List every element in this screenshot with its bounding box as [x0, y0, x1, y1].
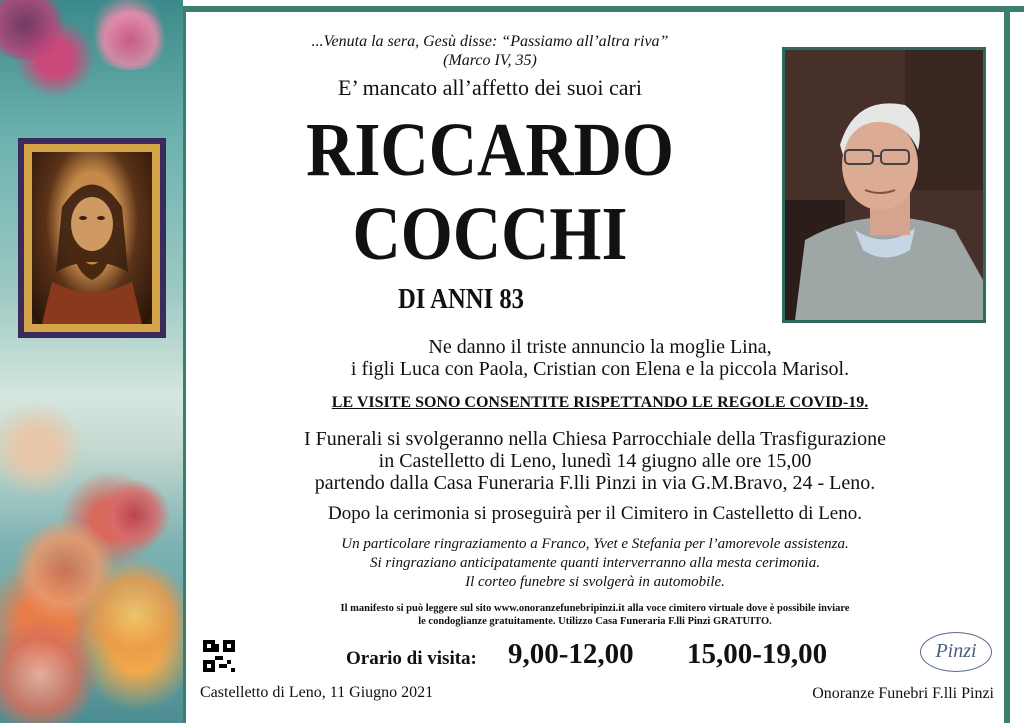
website-note-line-2: le condoglianze gratuitamente. Utilizzo Casa Funeraria F.lli Pinzi GRATUITO. [418, 616, 772, 627]
deceased-photo [785, 50, 983, 320]
funeral-line-3: partendo dalla Casa Funeraria F.lli Pinzi in via G.M.Bravo, 24 - Leno. [314, 472, 876, 494]
place-date: Castelletto di Leno, 11 Giugno 2021 [200, 684, 434, 701]
announcement [220, 336, 980, 380]
frame-top-line [183, 6, 1024, 12]
covid-notice: LE VISITE SONO CONSENTITE RISPETTANDO LE REGOLE COVID-19. [331, 394, 869, 411]
frame-right-line [1004, 6, 1010, 723]
visiting-hours-afternoon: 15,00-19,00 [687, 638, 828, 670]
qr-code[interactable] [203, 640, 235, 672]
bible-quote [220, 32, 760, 70]
frame-left-line [183, 6, 186, 723]
agency-name: Onoranze Funebri F.lli Pinzi [812, 685, 994, 702]
funeral-details [200, 428, 990, 494]
agency-logo [920, 632, 992, 672]
announcement-line-2: i figli Luca con Paola, Cristian con Elena e la piccola Marisol. [350, 358, 850, 380]
decorative-floral-border [0, 0, 183, 723]
deceased-first-name: RICCARDO [306, 108, 674, 192]
agency-logo-text: Pinzi [935, 640, 977, 662]
thanks-line-1: Un particolare ringraziamento a Franco, Yvet e Stefania per l’amorevole assistenza. [341, 536, 849, 552]
thanks-line-3: Il corteo funebre si svolgerà in automobile. [465, 574, 725, 590]
bible-quote-text: ...Venuta la sera, Gesù disse: “Passiamo all’altra riva” [311, 33, 669, 50]
website-note [200, 602, 990, 628]
intro-text: E’ mancato all’affetto dei suoi cari [338, 75, 642, 100]
bible-quote-reference: (Marco IV, 35) [443, 52, 537, 69]
thanks [200, 535, 990, 592]
deceased-age: DI ANNI 83 [398, 284, 524, 315]
funeral-line-1: I Funerali si svolgeranno nella Chiesa Parrocchiale della Trasfigurazione [303, 428, 887, 450]
announcement-line-1: Ne danno il triste annuncio la moglie Lina, [428, 336, 772, 358]
cemetery-note: Dopo la cerimonia si proseguirà per il Cimitero in Castelletto di Leno. [328, 503, 862, 524]
website-note-line-1: Il manifesto si può leggere sul sito www.onoranzefunebripinzi.it alla voce cimitero virtuale dove è possibile inviare [340, 603, 850, 614]
jesus-portrait-image [32, 152, 152, 324]
deceased-last-name: COCCHI [352, 192, 628, 276]
funeral-line-2: in Castelletto di Leno, lunedì 14 giugno alle ore 15,00 [378, 450, 812, 472]
thanks-line-2: Si ringraziano anticipatamente quanti interverranno alla mesta cerimonia. [370, 555, 820, 571]
visiting-hours-morning: 9,00-12,00 [508, 638, 634, 670]
visiting-hours-label: Orario di visita: [346, 648, 477, 669]
